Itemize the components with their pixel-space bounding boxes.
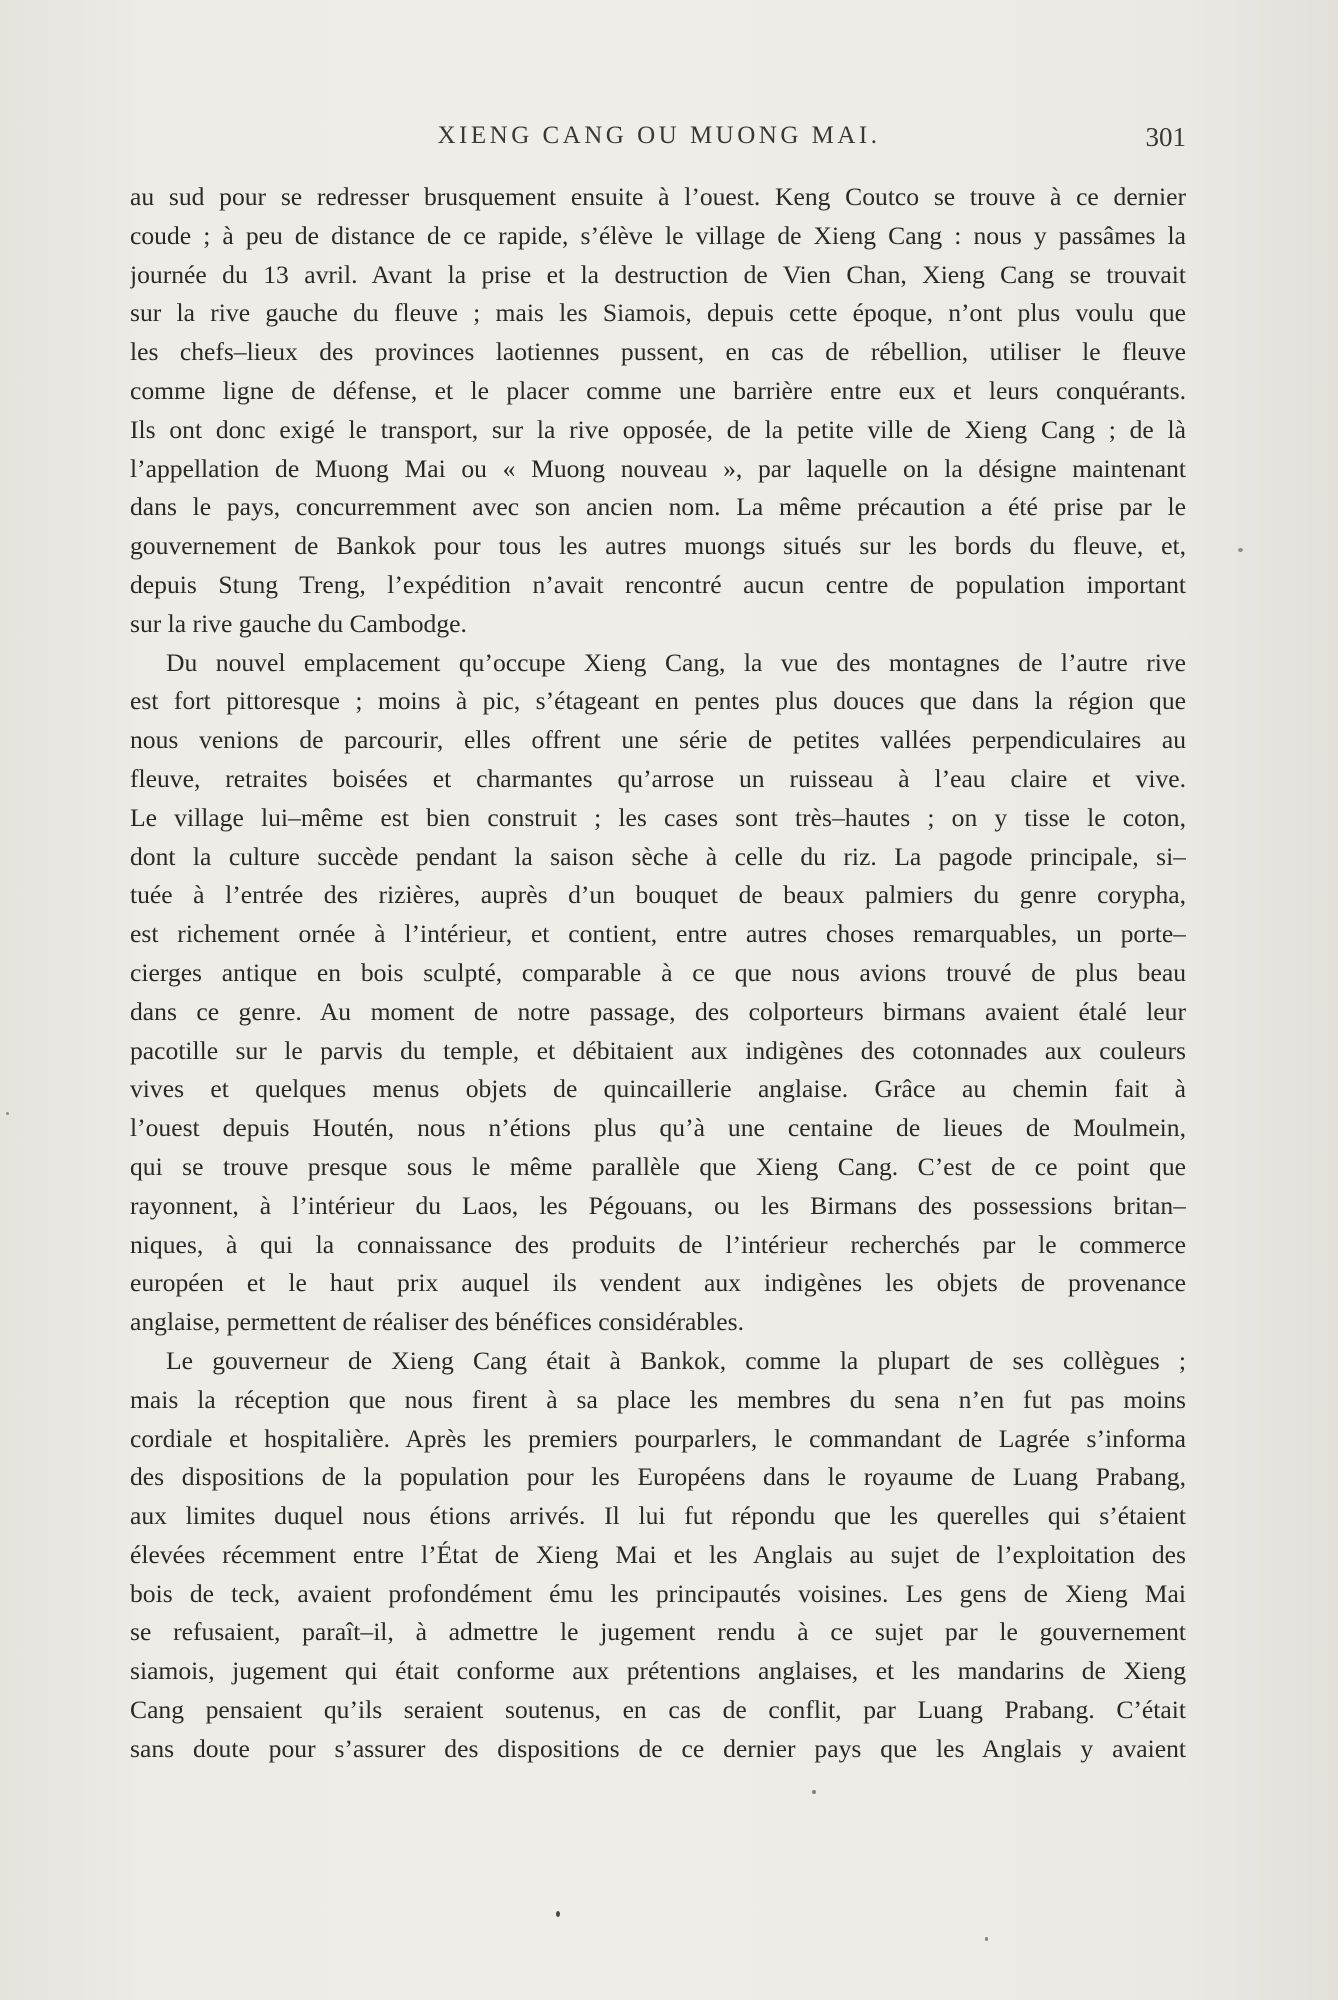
text-line: cordiale et hospitalière. Après les premiers pourparlers, le commandant de Lagrée s’informa bbox=[130, 1423, 1186, 1453]
print-speck bbox=[1238, 548, 1243, 552]
text-line: dont la culture succède pendant la saison sèche à celle du riz. La pagode principale, si– bbox=[130, 841, 1186, 871]
page-number: 301 bbox=[1145, 122, 1186, 152]
print-speck bbox=[985, 1937, 988, 1941]
text-line: l’ouest depuis Houtén, nous n’étions plus qu’à une centaine de lieues de Moulmein, bbox=[130, 1113, 1186, 1143]
text-line: l’appellation de Muong Mai ou « Muong nouveau », par laquelle on la désigne maintenant bbox=[130, 453, 1186, 483]
text-line: coude ; à peu de distance de ce rapide, s’élève le village de Xieng Cang : nous y passâmes la bbox=[130, 220, 1186, 250]
text-line: européen et le haut prix auquel ils vendent aux indigènes les objets de provenance bbox=[130, 1268, 1186, 1298]
paragraph bbox=[130, 178, 1186, 644]
text-line: au sud pour se redresser brusquement ensuite à l’ouest. Keng Coutco se trouve à ce dernier bbox=[130, 182, 1186, 211]
text-line: siamois, jugement qui était conforme aux prétentions anglaises, et les mandarins de Xieng bbox=[130, 1656, 1186, 1686]
running-title: XIENG CANG OU MUONG MAI. bbox=[437, 122, 881, 149]
paragraph bbox=[130, 644, 1186, 1342]
text-line: aux limites duquel nous étions arrivés. Il lui fut répondu que les querelles qui s’étaient bbox=[130, 1501, 1186, 1531]
text-line: nous venions de parcourir, elles offrent une série de petites vallées perpendiculaires au bbox=[130, 725, 1186, 755]
text-line: est richement ornée à l’intérieur, et contient, entre autres choses remarquables, un porte– bbox=[130, 919, 1186, 949]
text-line: depuis Stung Treng, l’expédition n’avait rencontré aucun centre de population important bbox=[130, 569, 1186, 599]
text-line: vives et quelques menus objets de quincaillerie anglaise. Grâce au chemin fait à bbox=[130, 1074, 1186, 1104]
text-line: fleuve, retraites boisées et charmantes qu’arrose un ruisseau à l’eau claire et vive. bbox=[130, 763, 1186, 793]
text-line: rayonnent, à l’intérieur du Laos, les Pégouans, ou les Birmans des possessions britan– bbox=[130, 1190, 1186, 1220]
text-line: gouvernement de Bankok pour tous les autres muongs situés sur les bords du fleuve, et, bbox=[130, 531, 1186, 561]
text-line: dans ce genre. Au moment de notre passage, des colporteurs birmans avaient étalé leur bbox=[130, 996, 1186, 1026]
text-line: élevées récemment entre l’État de Xieng Mai et les Anglais au sujet de l’exploitation des bbox=[130, 1539, 1186, 1569]
print-speck bbox=[812, 1790, 816, 1794]
text-line: journée du 13 avril. Avant la prise et la destruction de Vien Chan, Xieng Cang se trouvait bbox=[130, 259, 1186, 289]
text-line: est fort pittoresque ; moins à pic, s’étageant en pentes plus douces que dans la région que bbox=[130, 686, 1186, 716]
text-line: dans le pays, concurremment avec son ancien nom. La même précaution a été prise par le bbox=[130, 492, 1186, 522]
text-line: mais la réception que nous firent à sa place les membres du sena n’en fut pas moins bbox=[130, 1384, 1186, 1414]
text-line: Ils ont donc exigé le transport, sur la rive opposée, de la petite ville de Xieng Cang ; de là bbox=[130, 414, 1186, 444]
text-line: se refusaient, paraît–il, à admettre le jugement rendu à ce sujet par le gouvernement bbox=[130, 1617, 1186, 1647]
text-line: anglaise, permettent de réaliser des bénéfices considérables. bbox=[130, 1307, 744, 1337]
text-line: Le gouverneur de Xieng Cang était à Bankok, comme la plupart de ses collègues ; bbox=[166, 1345, 1186, 1375]
text-line: sur la rive gauche du fleuve ; mais les Siamois, depuis cette époque, n’ont plus voulu que bbox=[130, 298, 1186, 328]
text-line: sans doute pour s’assurer des dispositions de ce dernier pays que les Anglais y avaient bbox=[130, 1733, 1186, 1763]
print-speck bbox=[556, 1911, 560, 1917]
text-line: niques, à qui la connaissance des produits de l’intérieur recherchés par le commerce bbox=[130, 1229, 1186, 1259]
text-line: qui se trouve presque sous le même parallèle que Xieng Cang. C’est de ce point que bbox=[130, 1151, 1186, 1181]
print-speck bbox=[6, 1112, 9, 1115]
text-line: les chefs–lieux des provinces laotiennes pussent, en cas de rébellion, utiliser le fleuve bbox=[130, 337, 1186, 367]
text-line: tuée à l’entrée des rizières, auprès d’un bouquet de beaux palmiers du genre corypha, bbox=[130, 880, 1186, 910]
text-line: bois de teck, avaient profondément ému les principautés voisines. Les gens de Xieng Mai bbox=[130, 1578, 1186, 1608]
text-line: Le village lui–même est bien construit ; les cases sont très–hautes ; on y tisse le coton, bbox=[130, 802, 1186, 832]
text-line: Du nouvel emplacement qu’occupe Xieng Cang, la vue des montagnes de l’autre rive bbox=[166, 647, 1186, 677]
text-line: pacotille sur le parvis du temple, et débitaient aux indigènes des cotonnades aux couleurs bbox=[130, 1035, 1186, 1065]
text-line: comme ligne de défense, et le placer comme une barrière entre eux et leurs conquérants. bbox=[130, 375, 1186, 405]
body-text bbox=[130, 178, 1186, 1769]
text-line: cierges antique en bois sculpté, comparable à ce que nous avions trouvé de plus beau bbox=[130, 957, 1186, 987]
text-line: sur la rive gauche du Cambodge. bbox=[130, 608, 467, 638]
paragraph bbox=[130, 1342, 1186, 1769]
text-line: des dispositions de la population pour les Européens dans le royaume de Luang Prabang, bbox=[130, 1462, 1186, 1492]
running-head bbox=[132, 122, 1186, 158]
text-line: Cang pensaient qu’ils seraient soutenus, en cas de conflit, par Luang Prabang. C’était bbox=[130, 1695, 1186, 1725]
